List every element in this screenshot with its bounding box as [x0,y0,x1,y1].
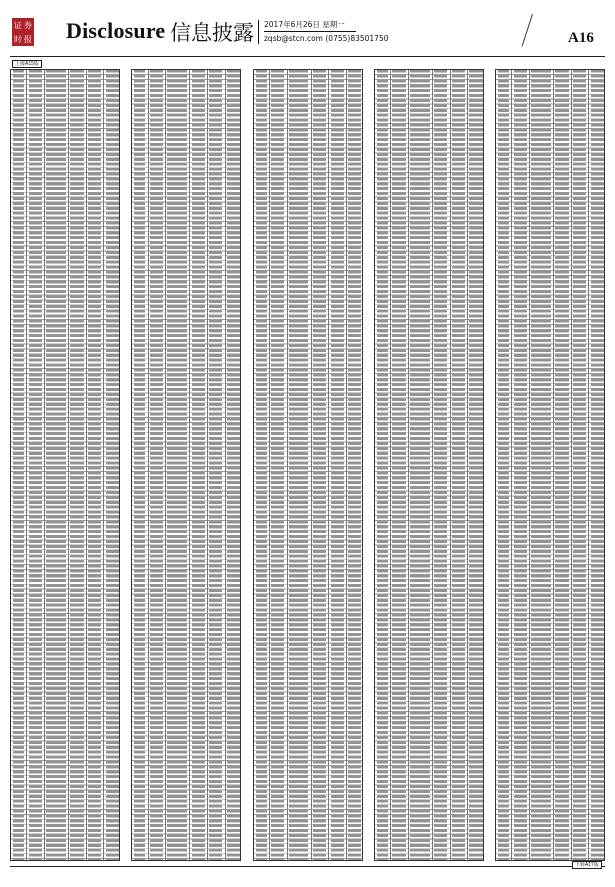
table-gridline [328,70,329,860]
table-cell-text [150,70,163,860]
table-gridline [432,70,433,860]
footer-rule [10,866,605,867]
table-cell-text [46,70,66,860]
table-cell-text [452,70,465,860]
table-cell-text [469,70,482,860]
table-column-1 [10,69,120,861]
table-gridline [529,70,530,860]
table-gridline [103,70,104,860]
masthead [0,0,615,58]
table-column-5 [495,69,605,861]
table-cell-text [331,70,344,860]
table-gridline [588,70,589,860]
table-gridline [44,70,45,860]
table-cell-text [227,70,240,860]
table-cell-text [192,70,205,860]
page-number: A16 [568,30,594,46]
table-gridline [390,70,391,860]
table-gridline [86,70,87,860]
table-gridline [165,70,166,860]
table-gridline [511,70,512,860]
table-cell-text [410,70,430,860]
table-cell-text [392,70,405,860]
continued-from-label: 上接A15版 [12,60,42,68]
table-cell-text [70,70,83,860]
table-cell-text [29,70,42,860]
table-gridline [148,70,149,860]
table-cell-text [591,70,604,860]
table-column-4 [374,69,484,861]
table-gridline [553,70,554,860]
header-rule [10,56,605,57]
table-gridline [269,70,270,860]
table-gridline [26,70,27,860]
table-cell-text [573,70,586,860]
table-gridline [287,70,288,860]
table-cell-text [289,70,309,860]
table-cell-text [434,70,447,860]
table-cell-text [88,70,101,860]
table-gridline [207,70,208,860]
table-cell-text [348,70,361,860]
table-cell-text [167,70,187,860]
table-gridline [346,70,347,860]
table-gridline [189,70,190,860]
table-cell-text [514,70,527,860]
table-column-2 [131,69,241,861]
table-cell-text [377,70,388,860]
section-title-cn: 信息披露 [170,21,254,45]
table-cell-text [13,70,24,860]
table-cell-text [256,70,267,860]
table-column-3 [253,69,363,861]
masthead-slash [521,14,532,47]
table-cell-text [134,70,145,860]
table-cell-text [555,70,568,860]
table-cell-text [106,70,119,860]
disclosure-tables [10,69,605,861]
table-cell-text [209,70,222,860]
issue-date: 2017年6月26日 星期一 [264,20,345,29]
table-gridline [450,70,451,860]
table-gridline [571,70,572,860]
table-cell-text [271,70,284,860]
contact-info: zqsb@stcn.com (0755)83501750 [264,34,389,43]
newspaper-logo: 证 券 时 报 [12,18,34,46]
table-cell-text [313,70,326,860]
dateline [264,19,389,44]
table-cell-text [498,70,509,860]
table-gridline [467,70,468,860]
section-title-en: Disclosure [66,18,166,43]
dateline-rule [264,31,356,32]
continued-on-label: 下转A17版 [572,861,602,869]
table-gridline [225,70,226,860]
title-divider [258,20,259,44]
table-gridline [68,70,69,860]
table-gridline [408,70,409,860]
table-gridline [311,70,312,860]
table-cell-text [531,70,551,860]
